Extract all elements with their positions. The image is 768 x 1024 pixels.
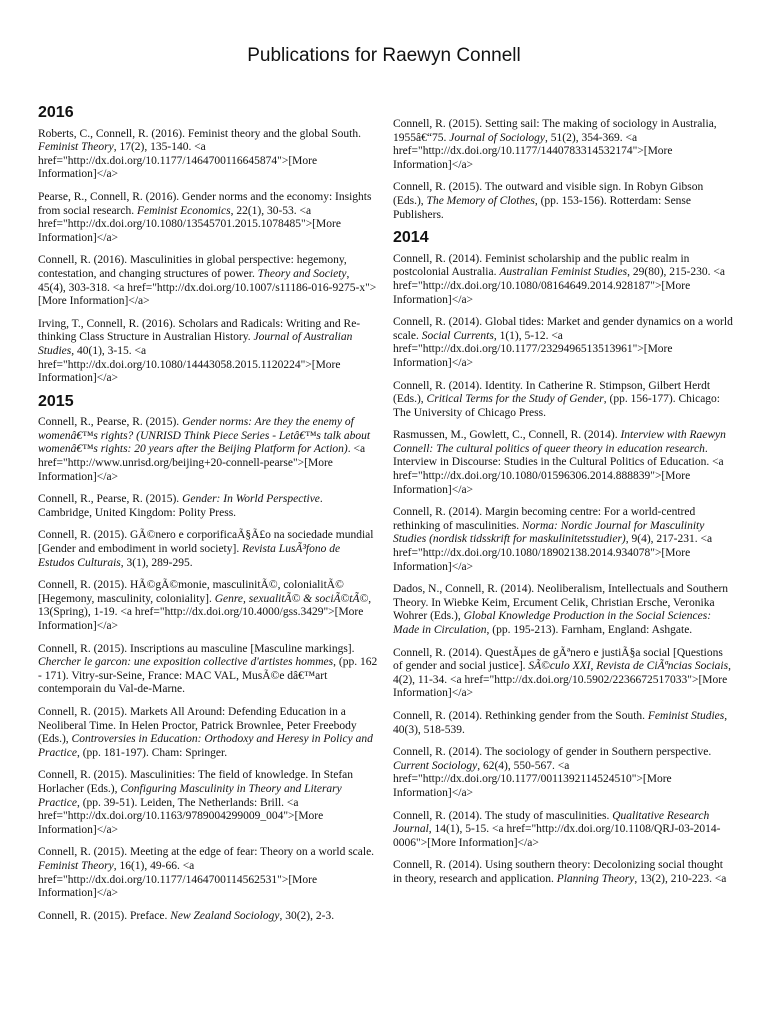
entry-details: , 9(4), 217-231. <a href="http://dx.doi.org/10.1080/18902138.2014.934078">[More Information]</a>	[393, 533, 713, 573]
entry-venue: Norma: Nordic Journal for Masculinity Studies (nordisk tidsskrift for maskulinitetsstudier)	[393, 519, 705, 546]
entry-text: Connell, R. (2014). Identity. In Catherine R. Stimpson, Gilbert Herdt (Eds.),	[393, 379, 711, 406]
publication-entry	[38, 846, 378, 900]
entry-details: , (pp. 153-156). Rotterdam: Sense Publishers.	[393, 194, 692, 221]
publication-entry	[393, 746, 733, 800]
entry-details: , 45(4), 303-318. <a href="http://dx.doi.org/10.1007/s11186-016-9275-x">[More Information]</a>	[38, 267, 377, 308]
entry-details: , 13(2), 210-223. <a	[634, 872, 727, 885]
publication-entry	[393, 181, 733, 222]
entry-text: Connell, R., Pearse, R. (2015).	[38, 416, 183, 429]
entry-text: Connell, R. (2014). The sociology of gender in Southern perspective.	[393, 746, 712, 759]
entry-details: . Interview in Discourse: Studies in the Cultural Politics of Education. <a href="http://dx.doi.org/10.1080/01596306.2014.888839">[More Information]</a>	[393, 442, 724, 496]
entry-details: , 29(80), 215-230. <a href="http://dx.doi.org/10.1080/08164649.2014.928187">[More Information]</a>	[393, 266, 725, 306]
entry-venue: Global Knowledge Production in the Social Sciences: Made in Circulation	[393, 610, 712, 636]
entry-venue: Gender norms: Are they the enemy of womenâ€™s rights? (UNRISD Think Piece Series - Letâ€™s talk about womenâ€™s rights: 20 years after the Beijing Platform for Action)	[38, 416, 371, 456]
entry-text: Connell, R. (2014). Feminist scholarship and the public realm in postcolonial Australia.	[393, 252, 690, 279]
entry-venue: Critical Terms for the Study of Gender	[426, 393, 604, 406]
entry-details: , 4(2), 11-34. <a href="http://dx.doi.org/10.5902/2236672517033">[More Information]</a>	[393, 660, 731, 700]
entry-venue: Feminist Economics	[136, 204, 231, 217]
entry-details: , (pp. 195-213). Farnham, England: Ashgate.	[486, 624, 693, 636]
entry-text: Pearse, R., Connell, R. (2016). Gender norms and the economy: Insights from social research.	[38, 190, 372, 217]
entry-venue: New Zealand Sociology	[170, 909, 280, 922]
entry-details: . <a href="http://www.unrisd.org/beijing+20-connell-pearse">[More Information]</a>	[38, 443, 366, 483]
entry-text: Connell, R. (2015). Setting sail: The making of sociology in Australia, 1955â€“75.	[393, 118, 717, 144]
entry-text: Rasmussen, M., Gowlett, C., Connell, R. (2014).	[393, 429, 621, 442]
publication-entry	[393, 859, 733, 886]
entry-text: Connell, R. (2015). Markets All Around: Defending Education in a Neoliberal Time. In Helen Proctor, Patrick Brownlee, Peter Freebody (Eds.),	[38, 705, 357, 746]
entry-text: Connell, R. (2015). Masculinities: The field of knowledge. In Stefan Horlacher (Eds.),	[38, 769, 354, 795]
entry-venue: Planning Theory	[556, 872, 635, 885]
publication-entry	[38, 529, 378, 570]
entry-venue: Interview with Raewyn Connell: The cultural politics of queer theory in education research	[393, 429, 726, 455]
entry-text: Connell, R., Pearse, R. (2015).	[38, 493, 183, 506]
entry-text: Connell, R. (2014). Using southern theory: Decolonizing social thought in theory, research and application.	[393, 859, 723, 885]
publication-entry	[393, 316, 733, 370]
entry-venue: Revista LusÃ³fono de Estudos Culturais	[38, 543, 341, 569]
left-column	[38, 102, 378, 932]
entry-venue: Genre, sexualitÃ© & sociÃ©tÃ©	[214, 592, 369, 605]
entry-text: Connell, R. (2015). HÃ©gÃ©monie, masculinitÃ©, colonialitÃ© [Hegemony, masculinity, coloniality].	[38, 579, 344, 605]
entry-text: Connell, R. (2015). Preface.	[38, 909, 171, 922]
publication-entry	[38, 318, 378, 386]
entry-details: , (pp. 181-197). Cham: Springer.	[76, 746, 228, 759]
entry-details: , 62(4), 550-567. <a href="http://dx.doi.org/10.1177/0011392114524510">[More Information]</a>	[393, 759, 672, 799]
entry-venue: Feminist Theory	[38, 859, 114, 872]
entry-venue: Gender: In World Perspective	[182, 493, 320, 506]
entry-details: , 40(1), 3-15. <a href="http://dx.doi.org/10.1080/14443058.2015.1120224">[More Information]</a>	[38, 344, 341, 385]
year-heading-2015: 2015	[38, 392, 74, 410]
publication-entry	[393, 583, 733, 637]
publication-entry	[393, 253, 733, 307]
publication-entry	[38, 769, 378, 837]
entry-details: , (pp. 39-51). Leiden, The Netherlands: Brill. <a href="http://dx.doi.org/10.1163/9789004299009_004">[More Information]</a>	[38, 796, 324, 836]
entry-venue: Current Sociology	[393, 759, 478, 772]
publication-entry	[38, 643, 378, 697]
entry-details: , 22(1), 30-53. <a href="http://dx.doi.org/10.1080/13545701.2015.1078485">[More Information]</a>	[38, 204, 341, 244]
publication-entry	[393, 810, 733, 851]
entry-text: Dados, N., Connell, R. (2014). Neoliberalism, Intellectuals and Southern Theory. In Wiebke Keim, Ercument Celik, Christian Ersche, Veronika Wohrer (Eds.),	[393, 583, 729, 623]
entry-text: Irving, T., Connell, R. (2016). Scholars and Radicals: Writing and Re-thinking Class Structure in Australian History.	[38, 317, 361, 344]
entry-details: , 40(3), 518-539.	[393, 709, 728, 736]
entry-details: , 51(2), 354-369. <a href="http://dx.doi.org/10.1177/1440783314532174">[More Information]</a>	[393, 131, 673, 171]
entry-text: Connell, R. (2014). Margin becoming centre: For a world-centred rethinking of masculinities.	[393, 506, 696, 532]
entry-venue: Feminist Theory	[38, 141, 114, 154]
right-column	[393, 118, 733, 896]
publication-entry	[38, 706, 378, 760]
publication-entry	[38, 416, 378, 484]
publication-entry	[393, 118, 733, 172]
entry-venue: Configuring Masculinity in Theory and Literary Practice	[38, 782, 342, 809]
entry-venue: Feminist Studies	[647, 709, 725, 722]
entry-details: , 16(1), 49-66. <a href="http://dx.doi.org/10.1177/1464700114562531">[More Information]</a>	[38, 859, 318, 900]
entry-text: Connell, R. (2015). Inscriptions au masculine [Masculine markings].	[38, 642, 355, 655]
entry-venue: The Memory of Clothes	[426, 194, 535, 207]
entry-details: , 3(1), 289-295.	[120, 556, 193, 569]
entry-details: , (pp. 162 - 171). Vitry-sur-Seine, France: MAC VAL, MusÃ©e dâ€™art contemporain du Val-de-Marne.	[38, 656, 378, 696]
publication-entry	[393, 506, 733, 574]
page-title: Publications for Raewyn Connell	[247, 45, 521, 66]
entry-venue: Controversies in Education: Orthodoxy and Heresy in Policy and Practice	[38, 733, 373, 759]
entry-venue: Journal of Australian Studies	[38, 331, 353, 357]
entry-venue: Social Currents	[421, 329, 494, 342]
entry-details: , (pp. 156-177). Chicago: The University of Chicago Press.	[393, 393, 720, 419]
publication-entry	[38, 579, 378, 633]
publication-entry	[393, 710, 733, 737]
entry-details: , 14(1), 5-15. <a href="http://dx.doi.org/10.1108/QRJ-03-2014-0006">[More Information]</a>	[393, 823, 721, 849]
entry-text: Connell, R. (2014). QuestÃµes de gÃªnero e justiÃ§a social [Questions of gender and social justice].	[393, 646, 723, 673]
entry-details: . Cambridge, United Kingdom: Polity Press.	[38, 493, 323, 519]
entry-details: , 30(2), 2-3.	[279, 909, 335, 922]
year-heading-2014: 2014	[393, 229, 429, 247]
publication-entry	[38, 191, 378, 245]
publication-entry	[38, 493, 378, 520]
entry-venue: Qualitative Research Journal	[393, 809, 710, 836]
year-heading-2016: 2016	[38, 104, 74, 121]
entry-text: Connell, R. (2015). GÃ©nero e corporificaÃ§Ã£o na sociedade mundial [Gender and embodiment in world society].	[38, 529, 374, 556]
entry-details: , 17(2), 135-140. <a href="http://dx.doi.org/10.1177/1464700116645874">[More Information]</a>	[38, 141, 318, 181]
publication-entry	[393, 380, 733, 421]
entry-text: Connell, R. (2016). Masculinities in global perspective: hegemony, contestation, and changing structures of power.	[38, 254, 347, 280]
publication-entry	[38, 128, 378, 182]
entry-text: Connell, R. (2014). Rethinking gender from the South.	[393, 709, 648, 722]
entry-venue: Chercher le garcon: une exposition collective d'artistes hommes	[38, 656, 334, 669]
entry-details: , 1(1), 5-12. <a href="http://dx.doi.org/10.1177/2329496513513961">[More Information]</a>	[393, 329, 673, 369]
publication-entry	[38, 910, 378, 924]
publication-entry	[393, 647, 733, 701]
entry-details: , 13(Spring), 1-19. <a href="http://dx.doi.org/10.4000/gss.3429">[More Information]</a>	[38, 592, 372, 632]
entry-venue: Australian Feminist Studies	[499, 266, 628, 279]
entry-venue: Journal of Sociology	[449, 131, 546, 144]
entry-text: Connell, R. (2014). The study of masculinities.	[393, 809, 613, 822]
entry-venue: Theory and Society	[257, 267, 347, 280]
publication-entry	[393, 429, 733, 497]
entry-text: Connell, R. (2015). The outward and visible sign. In Robyn Gibson (Eds.),	[393, 181, 704, 207]
entry-text: Roberts, C., Connell, R. (2016). Feminist theory and the global South.	[38, 127, 361, 140]
entry-text: Connell, R. (2015). Meeting at the edge of fear: Theory on a world scale.	[38, 846, 375, 859]
publication-entry	[38, 254, 378, 308]
entry-venue: SÃ©culo XXI, Revista de CiÃªncias Sociais	[528, 660, 729, 673]
entry-text: Connell, R. (2014). Global tides: Market and gender dynamics on a world scale.	[393, 316, 733, 342]
